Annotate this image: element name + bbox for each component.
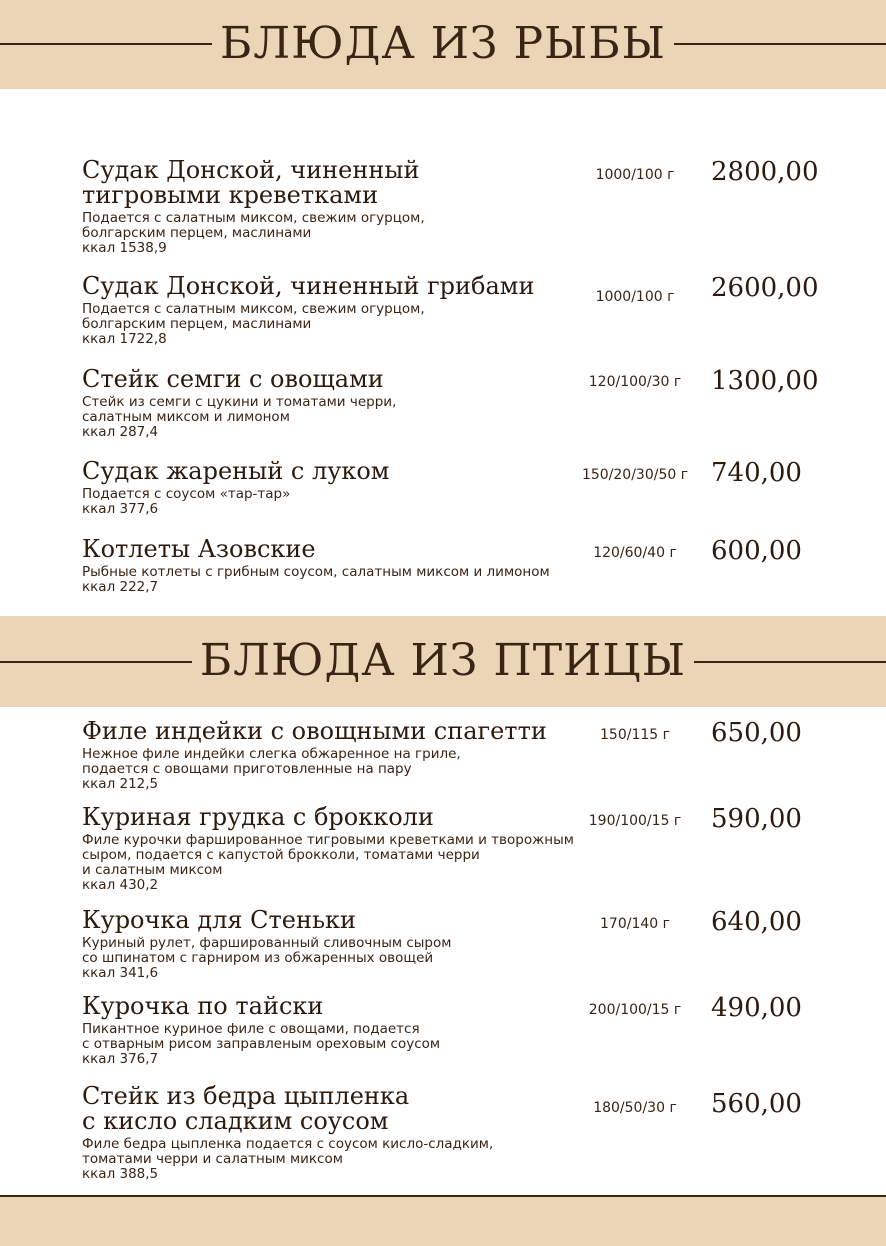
dish-price: 740,00 (711, 458, 802, 488)
footer-band (0, 1195, 886, 1246)
menu-item (82, 719, 842, 792)
menu-item (82, 908, 842, 981)
menu-item (82, 158, 842, 256)
dish-weight: 170/140 г (600, 916, 670, 932)
dish-price: 1300,00 (711, 366, 819, 396)
dish-price: 490,00 (711, 993, 802, 1023)
dish-description: Филе бедра цыпленка подается с соусом кисло-сладким, томатами черри и салатным миксом ккал 388,5 (82, 1136, 494, 1182)
footer-rule (0, 1195, 886, 1197)
dish-weight: 120/60/40 г (593, 545, 677, 561)
dish-name: Судак жареный с луком (82, 457, 390, 485)
section-title: БЛЮДА ИЗ ПТИЦЫ (0, 633, 886, 689)
dish-description: Куриный рулет, фаршированный сливочным сыром со шпинатом с гарниром из обжаренных овощей ккал 341,6 (82, 935, 452, 981)
dish-name: Курочка для Стеньки (82, 906, 357, 934)
dish-price: 560,00 (711, 1089, 802, 1119)
dish-description: Пикантное куриное филе с овощами, подается с отварным рисом заправленым ореховым соусом ккал 376,7 (82, 1021, 441, 1067)
dish-name: Котлеты Азовские (82, 535, 316, 563)
dish-weight: 200/100/15 г (588, 1002, 682, 1018)
dish-price: 2800,00 (711, 157, 819, 187)
menu-item (82, 805, 842, 893)
poultry-section-header (0, 616, 886, 707)
menu-item (82, 274, 842, 347)
dish-price: 650,00 (711, 718, 802, 748)
dish-price: 590,00 (711, 804, 802, 834)
dish-weight: 150/115 г (600, 727, 670, 743)
dish-weight: 190/100/15 г (588, 813, 682, 829)
dish-weight: 120/100/30 г (588, 374, 682, 390)
fish-section-header (0, 0, 886, 89)
dish-name: Судак Донской, чиненный грибами (82, 272, 535, 300)
dish-name: Куриная грудка с брокколи (82, 803, 434, 831)
dish-name: Стейк из бедра цыпленка с кисло сладким соусом (82, 1082, 410, 1135)
dish-name: Курочка по тайски (82, 992, 324, 1020)
dish-description: Рыбные котлеты с грибным соусом, салатным миксом и лимоном ккал 222,7 (82, 564, 550, 595)
section-title: БЛЮДА ИЗ РЫБЫ (0, 16, 886, 72)
dish-price: 640,00 (711, 907, 802, 937)
dish-description: Стейк из семги с цукини и томатами черри, салатным миксом и лимоном ккал 287,4 (82, 394, 397, 440)
dish-name: Стейк семги с овощами (82, 365, 384, 393)
dish-description: Подается с соусом «тар-тар» ккал 377,6 (82, 486, 291, 517)
dish-weight: 1000/100 г (595, 289, 675, 305)
menu-item (82, 537, 842, 595)
dish-price: 2600,00 (711, 273, 819, 303)
dish-description: Подается с салатным миксом, свежим огурцом, болгарским перцем, маслинами ккал 1538,9 (82, 210, 425, 256)
dish-weight: 150/20/30/50 г (581, 467, 689, 483)
dish-price: 600,00 (711, 536, 802, 566)
dish-description: Филе курочки фаршированное тигровыми креветками и творожным сыром, подается с капустой брокколи, томатами черри и салатным миксом ккал 430,2 (82, 832, 574, 893)
dish-description: Нежное филе индейки слегка обжаренное на гриле, подается с овощами приготовленные на пару ккал 212,5 (82, 746, 461, 792)
menu-item (82, 459, 842, 517)
menu-item (82, 367, 842, 440)
dish-name: Судак Донской, чиненный тигровыми креветками (82, 156, 420, 209)
dish-weight: 1000/100 г (595, 167, 675, 183)
dish-name: Филе индейки с овощными спагетти (82, 717, 547, 745)
menu-item (82, 1084, 842, 1182)
menu-item (82, 994, 842, 1067)
dish-description: Подается с салатным миксом, свежим огурцом, болгарским перцем, маслинами ккал 1722,8 (82, 301, 425, 347)
dish-weight: 180/50/30 г (593, 1100, 677, 1116)
